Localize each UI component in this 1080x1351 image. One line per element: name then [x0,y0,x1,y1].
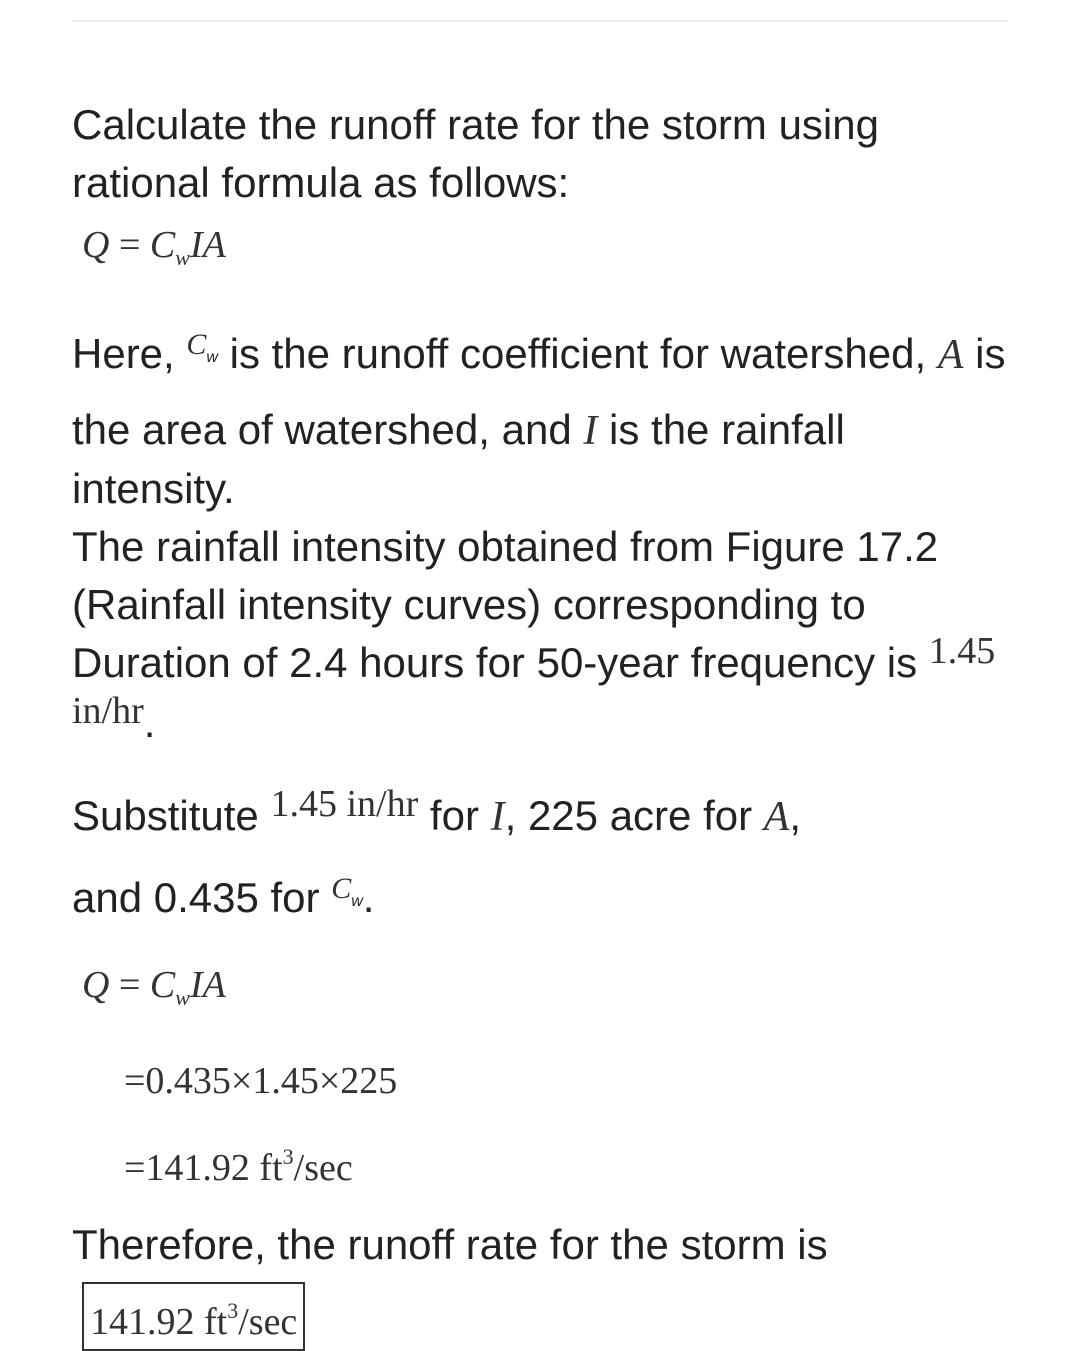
solution-body [72,96,1012,1351]
i-symbol: I [583,408,598,454]
intro-text: Calculate the runoff rate for the storm using rational formula as follows: [72,101,879,206]
conclusion-text: Therefore, the runoff rate for the storm is [72,1221,828,1268]
calc-step-1: =0.435×1.45×225 [124,1060,398,1102]
formula-line-2: $Q = C_wIA$ [82,964,226,1010]
final-answer-box: 141.92 $ft^3/\sec$ [82,1282,305,1351]
cw-symbol: $C_w$ [186,328,218,366]
calc-step-2: =141.92 $ft^3/\sec$ [124,1144,353,1189]
intensity-paragraph: The rainfall intensity obtained from Figure 17.2 (Rainfall intensity curves) corresponding to Duration of 2.4 hours for 50-year frequency is 1.45 in/hr. [72,523,996,746]
substitute-paragraph: Substitute 1.45 in/hr for I, 225 acre for A, and 0.435 for $C_w$. [72,783,802,921]
intensity-value: 1.45 in/hr [72,630,996,732]
top-divider [72,20,1008,22]
formula-line: $Q = C_wIA$ [82,224,226,270]
a-symbol: A [937,332,964,378]
definitions-paragraph: Here, $C_w$ is the runoff coefficient for watershed, A is the area of watershed, and I is the rainfall intensity. [72,325,1012,518]
